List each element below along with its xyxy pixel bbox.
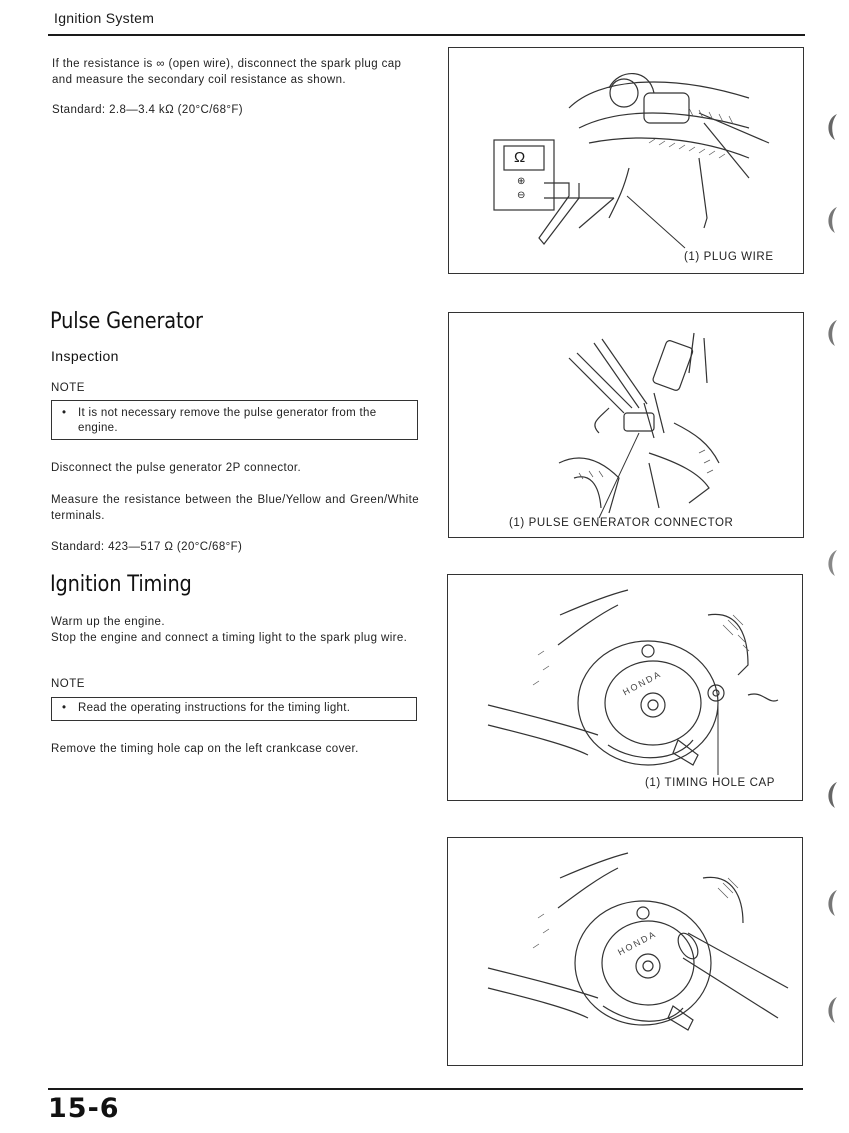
meter-plus-terminal: ⊕ xyxy=(517,176,526,187)
plug-wire-illustration xyxy=(449,48,805,275)
figure-pulse-generator xyxy=(448,312,804,538)
pulse-generator-illustration xyxy=(449,313,805,539)
binder-hole-mark xyxy=(823,780,845,810)
binder-hole-mark xyxy=(823,995,845,1025)
binder-hole-mark xyxy=(823,205,845,235)
binder-hole-mark xyxy=(823,112,845,142)
pulse-generator-standard: Standard: 423—517 Ω (20°C/68°F) xyxy=(51,541,243,553)
resistance-instruction: If the resistance is ∞ (open wire), disconnect the spark plug cap and measure the secondary coil resistance as shown. xyxy=(52,58,402,86)
header-rule xyxy=(48,34,805,36)
timing-step-connect-light: Stop the engine and connect a timing light to the spark plug wire. xyxy=(51,632,408,644)
binder-hole-mark xyxy=(823,888,845,918)
timing-step-warm-up: Warm up the engine. xyxy=(51,616,165,628)
pulse-generator-callout: (1) PULSE GENERATOR CONNECTOR xyxy=(509,517,734,529)
pulse-step-disconnect: Disconnect the pulse generator 2P connector. xyxy=(51,462,302,474)
timing-note-text: Read the operating instructions for the timing light. xyxy=(78,702,351,714)
figure-plug-wire xyxy=(448,47,804,274)
secondary-coil-standard: Standard: 2.8—3.4 kΩ (20°C/68°F) xyxy=(52,104,244,116)
inspection-subtitle: Inspection xyxy=(51,348,119,364)
page-number: 15-6 xyxy=(48,1093,120,1124)
meter-minus-terminal: ⊖ xyxy=(517,190,526,201)
timing-note-label: NOTE xyxy=(51,678,85,690)
honda-cover-mark: HONDA xyxy=(616,928,659,958)
plug-wire-callout: (1) PLUG WIRE xyxy=(684,251,774,263)
timing-hole-cap-callout: (1) TIMING HOLE CAP xyxy=(645,777,776,789)
pulse-note-label: NOTE xyxy=(51,382,85,394)
pulse-step-measure: Measure the resistance between the Blue/Yellow and Green/White terminals. xyxy=(51,494,419,522)
bullet-icon: • xyxy=(62,702,67,714)
figure-timing-hole-cap xyxy=(447,574,803,801)
footer-rule xyxy=(48,1088,803,1090)
figure-timing-light xyxy=(447,837,803,1066)
ignition-timing-title: Ignition Timing xyxy=(50,572,192,597)
pulse-generator-title: Pulse Generator xyxy=(50,309,203,334)
meter-dial-symbol: Ω xyxy=(514,149,526,166)
binder-hole-mark xyxy=(823,318,845,348)
pulse-note-text: It is not necessary remove the pulse generator from the engine. xyxy=(78,407,377,434)
honda-cover-mark: HONDA xyxy=(621,668,664,698)
bullet-icon: • xyxy=(62,407,67,419)
pulse-note-box xyxy=(51,400,418,440)
timing-note-box xyxy=(51,697,417,721)
binder-hole-mark xyxy=(823,548,845,578)
page-header-title: Ignition System xyxy=(54,10,155,26)
timing-step-remove-cap: Remove the timing hole cap on the left crankcase cover. xyxy=(51,743,359,755)
